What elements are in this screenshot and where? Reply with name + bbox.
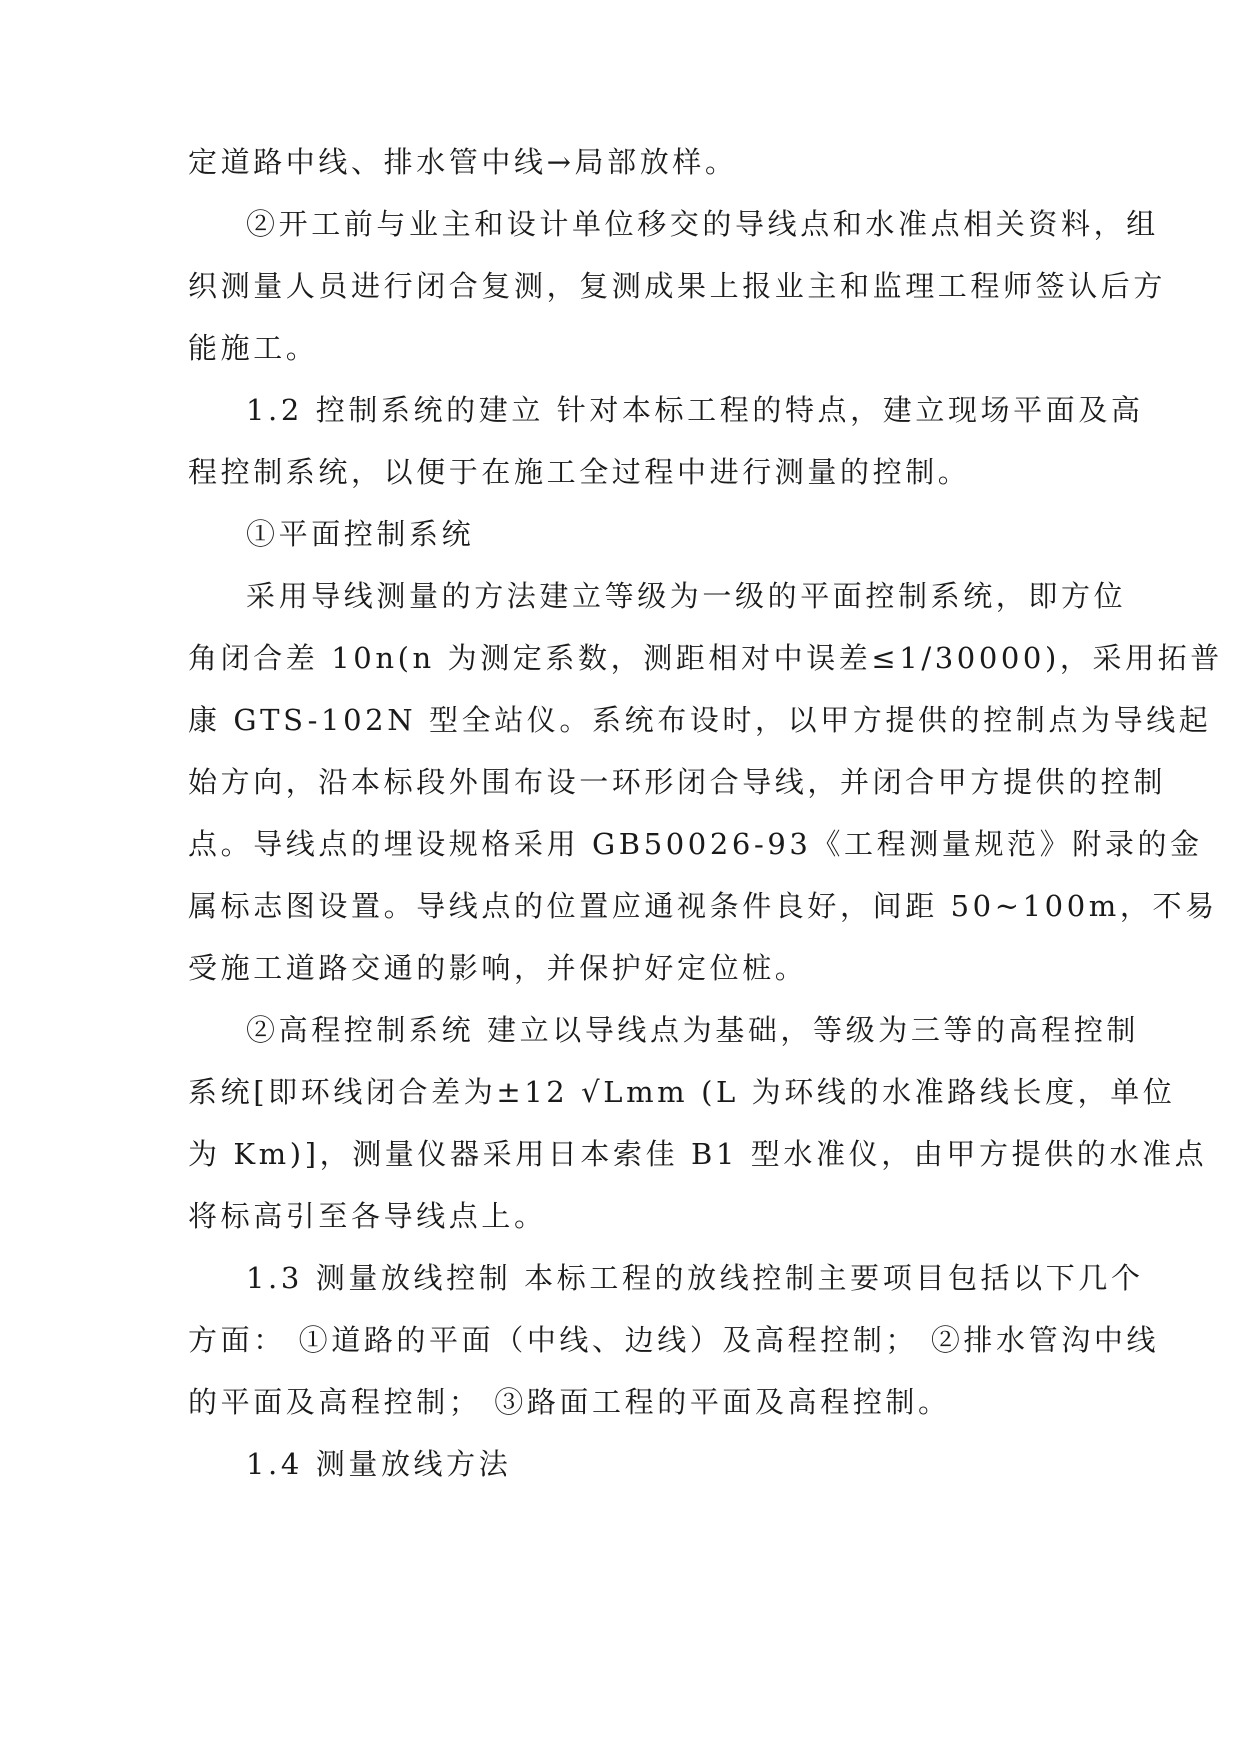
text-line: ①平面控制系统 — [246, 517, 475, 551]
text-line: 为 Km)]，测量仪器采用日本索佳 B1 型水准仪，由甲方提供的水准点 — [188, 1137, 1208, 1171]
text-line: ②开工前与业主和设计单位移交的导线点和水准点相关资料，组 — [246, 207, 1159, 241]
text-line: 角闭合差 10n(n 为测定系数，测距相对中误差≤1/30000)，采用拓普 — [188, 641, 1223, 675]
text-line: 1.2 控制系统的建立 针对本标工程的特点，建立现场平面及高 — [246, 393, 1144, 427]
text-line: 受施工道路交通的影响，并保护好定位桩。 — [188, 951, 808, 985]
text-line: 的平面及高程控制； ③路面工程的平面及高程控制。 — [188, 1385, 951, 1419]
text-line: 点。导线点的埋设规格采用 GB50026-93《工程测量规范》附录的金 — [188, 827, 1203, 861]
text-line: 康 GTS-102N 型全站仪。系统布设时，以甲方提供的控制点为导线起 — [188, 703, 1212, 737]
text-line: 1.3 测量放线控制 本标工程的放线控制主要项目包括以下几个 — [246, 1261, 1144, 1295]
text-line: 织测量人员进行闭合复测，复测成果上报业主和监理工程师签认后方 — [188, 269, 1167, 303]
text-line: 方面： ①道路的平面（中线、边线）及高程控制； ②排水管沟中线 — [188, 1323, 1160, 1357]
text-line: ②高程控制系统 建立以导线点为基础，等级为三等的高程控制 — [246, 1013, 1140, 1047]
text-line: 始方向，沿本标段外围布设一环形闭合导线，并闭合甲方提供的控制 — [188, 765, 1167, 799]
text-line: 属标志图设置。导线点的位置应通视条件良好，间距 50~100m，不易 — [188, 889, 1218, 923]
text-line: 系统[即环线闭合差为±12 √Lmm (L 为环线的水准路线长度，单位 — [188, 1075, 1176, 1109]
text-line: 程控制系统，以便于在施工全过程中进行测量的控制。 — [188, 455, 971, 489]
text-line: 1.4 测量放线方法 — [246, 1447, 512, 1481]
text-line: 定道路中线、排水管中线→局部放样。 — [188, 145, 738, 179]
text-line: 能施工。 — [188, 331, 319, 365]
text-line: 将标高引至各导线点上。 — [188, 1199, 547, 1233]
text-line: 采用导线测量的方法建立等级为一级的平面控制系统，即方位 — [246, 579, 1127, 613]
